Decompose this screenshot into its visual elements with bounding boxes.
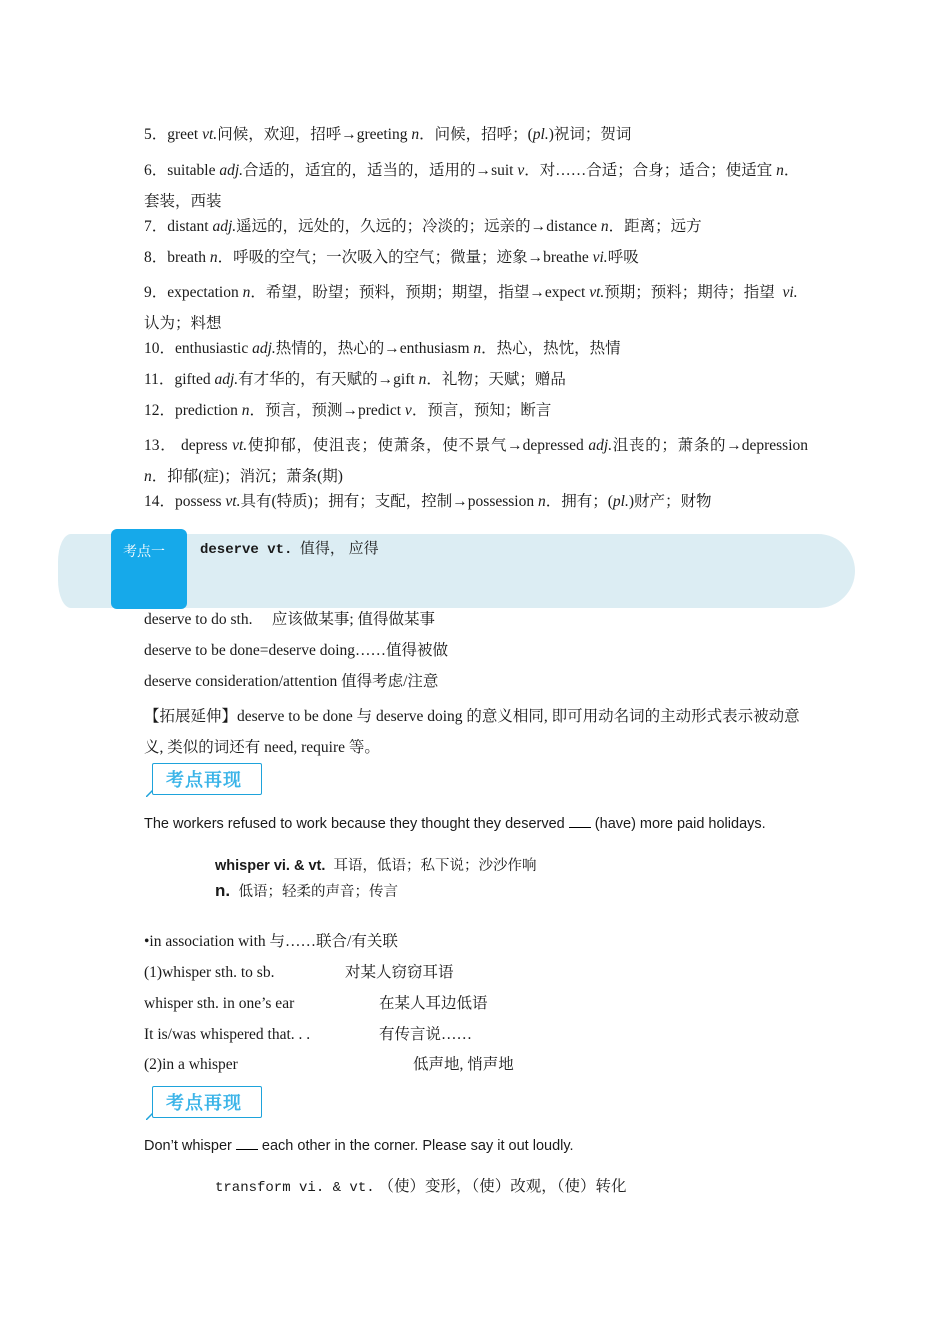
whisper-heading: whisper vi. & vt. 耳语，低语；私下说；沙沙作响 (215, 858, 537, 874)
answer-blank[interactable] (236, 1137, 258, 1150)
vocab-item-8: 8．breath n．呼吸的空气；一次吸入的空气；微量；迹象→breathe vi.呼吸 (144, 249, 639, 266)
transform-heading: transform vi. & vt. （使）变形，（使）改观，（使）转化 (215, 1178, 627, 1196)
vocab-item-11: 11．gifted adj.有才华的，有天赋的→gift n．礼物；天赋；赠品 (144, 371, 566, 388)
review-badge: 考点再现 (146, 763, 262, 799)
review-badge: 考点再现 (146, 1086, 262, 1122)
vocab-item-9: 9．expectation n．希望，盼望；预料，预期；期望，指望→expect vt.预期；预料；期待；指望 vi.认为；料想 (144, 284, 798, 332)
vocab-item-6: 6．suitable adj.合适的，适宜的，适当的，适用的→suit v．对……合适；合身；适合；使适宜 n．套装，西装 (144, 162, 800, 210)
extension-note: 【拓展延伸】deserve to be done 与 deserve doing 的意义相同, 即可用动名词的主动形式表示被动意义, 类似的词还有 need, require 等。 (144, 708, 800, 756)
whisper-usage-1: (1)whisper sth. to sb. 对某人窃窃耳语 (144, 964, 454, 981)
vocab-item-12: 12．prediction n．预言，预测→predict v．预言，预知；断言 (144, 402, 552, 419)
vocab-item-13: 13． depress vt.使抑郁，使沮丧；使萧条，使不景气→depressed adj.沮丧的；萧条的→depression n．抑郁(症)；消沉；萧条(期) (144, 437, 809, 485)
answer-blank[interactable] (569, 815, 591, 828)
whisper-usage-4: (2)in a whisper 低声地, 悄声地 (144, 1056, 514, 1073)
keypoint-tag: 考点一 (111, 529, 187, 609)
vocab-item-7: 7．distant adj.遥远的，远处的，久远的；冷淡的；远亲的→distance n．距离；远方 (144, 218, 702, 235)
vocab-item-14: 14．possess vt.具有(特质)；拥有；支配，控制→possession n．拥有；(pl.)财产；财物 (144, 493, 712, 510)
vocab-item-10: 10．enthusiastic adj.热情的，热心的→enthusiasm n．热心，热忱，热情 (144, 340, 621, 357)
deserve-usage-2: deserve to be done=deserve doing……值得被做 (144, 642, 449, 659)
whisper-usage-3: It is/was whispered that. . . 有传言说…… (144, 1026, 473, 1043)
whisper-noun: n. 低语；轻柔的声音；传言 (215, 881, 398, 900)
exercise-question-2: Don’t whisper each other in the corner. Please say it out loudly. (144, 1138, 574, 1154)
vocab-item-5: 5．greet vt.问候，欢迎，招呼→greeting n．问候，招呼；(pl.)祝词；贺词 (144, 126, 632, 143)
whisper-usage-2: whisper sth. in one’s ear 在某人耳边低语 (144, 995, 488, 1012)
whisper-usage-0: •in association with 与……联合/有关联 (144, 933, 398, 950)
keypoint-heading: deserve vt. 值得， 应得 (200, 541, 379, 558)
exercise-question-1: The workers refused to work because they thought they deserved (have) more paid holidays. (144, 816, 766, 832)
deserve-usage-1: deserve to do sth. 应该做某事; 值得做某事 (144, 611, 436, 628)
deserve-usage-3: deserve consideration/attention 值得考虑/注意 (144, 673, 439, 690)
